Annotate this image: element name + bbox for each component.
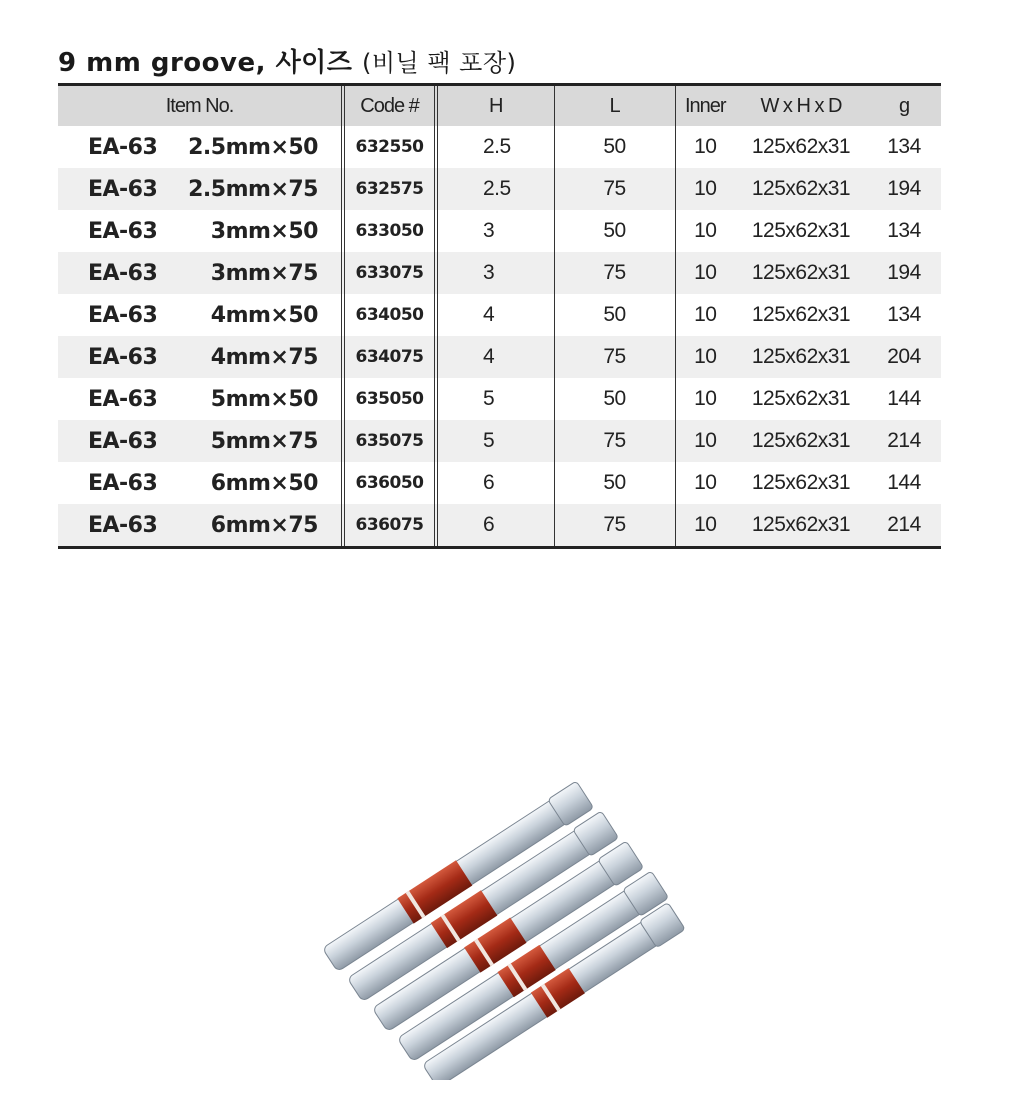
table-row <box>58 378 941 420</box>
g-cell: 204 <box>867 336 941 378</box>
item-model: EA-63 <box>88 512 158 538</box>
item-cell <box>58 294 343 336</box>
title-main: 9 mm groove, <box>58 48 266 78</box>
item-size: 4mm×50 <box>210 302 318 328</box>
inner-cell: 10 <box>675 168 735 210</box>
col-header-g: g <box>867 86 941 126</box>
item-cell <box>58 504 343 546</box>
item-size: 4mm×75 <box>210 344 318 370</box>
item-cell <box>58 420 343 462</box>
code-cell: 636075 <box>343 504 436 546</box>
inner-cell: 10 <box>675 378 735 420</box>
item-model: EA-63 <box>88 302 158 328</box>
whd-cell: 125x62x31 <box>751 219 851 242</box>
title-sub: (비닐 팩 포장) <box>361 49 517 77</box>
l-cell: 50 <box>554 294 675 336</box>
item-cell <box>58 378 343 420</box>
h-cell: 3 <box>436 252 554 294</box>
l-cell: 75 <box>554 504 675 546</box>
product-photo <box>300 700 720 1080</box>
g-cell: 214 <box>867 504 941 546</box>
inner-cell: 10 <box>675 252 735 294</box>
item-model: EA-63 <box>88 428 158 454</box>
item-cell <box>58 462 343 504</box>
g-cell: 194 <box>867 252 941 294</box>
h-cell: 3 <box>436 210 554 252</box>
l-cell: 75 <box>554 252 675 294</box>
inner-cell: 10 <box>675 210 735 252</box>
whd-cell: 125x62x31 <box>751 387 851 410</box>
h-cell: 6 <box>436 504 554 546</box>
whd-cell: 125x62x31 <box>735 252 867 294</box>
code-cell: 632550 <box>343 126 436 168</box>
inner-cell: 10 <box>675 126 735 168</box>
whd-cell: 125x62x31 <box>735 504 867 546</box>
title-korean: 사이즈 <box>275 48 353 78</box>
h-cell: 6 <box>436 462 554 504</box>
item-model: EA-63 <box>88 176 158 202</box>
code-cell: 635050 <box>343 378 436 420</box>
item-cell <box>58 336 343 378</box>
item-cell <box>58 210 343 252</box>
spec-table-wrap <box>58 83 941 549</box>
item-size: 2.5mm×50 <box>188 134 318 160</box>
h-cell: 4 <box>436 294 554 336</box>
h-cell: 2.5 <box>436 126 554 168</box>
g-cell: 134 <box>887 135 921 158</box>
item-size: 3mm×75 <box>210 260 318 286</box>
table-row <box>58 504 941 546</box>
col-header-inner: Inner <box>675 86 735 126</box>
h-cell: 4 <box>436 336 554 378</box>
whd-cell: 125x62x31 <box>751 303 851 326</box>
item-size: 3mm×50 <box>210 218 318 244</box>
h-cell: 2.5 <box>436 168 554 210</box>
inner-cell: 10 <box>675 504 735 546</box>
table-row <box>58 294 941 336</box>
item-model: EA-63 <box>88 344 158 370</box>
code-cell: 632575 <box>343 168 436 210</box>
col-header-code: Code # <box>343 86 436 126</box>
inner-cell: 10 <box>675 420 735 462</box>
item-cell <box>58 168 343 210</box>
item-cell <box>58 252 343 294</box>
g-cell: 134 <box>887 219 921 242</box>
h-cell: 5 <box>436 378 554 420</box>
col-header-item: Item No. <box>58 86 343 126</box>
l-cell: 50 <box>554 462 675 504</box>
item-size: 5mm×50 <box>210 386 318 412</box>
code-cell: 636050 <box>343 462 436 504</box>
spec-table <box>58 86 943 546</box>
table-row <box>58 168 941 210</box>
item-size: 2.5mm×75 <box>188 176 318 202</box>
whd-cell: 125x62x31 <box>735 420 867 462</box>
whd-cell: 125x62x31 <box>735 168 867 210</box>
code-cell: 633075 <box>343 252 436 294</box>
table-row <box>58 420 941 462</box>
table-row <box>58 210 941 252</box>
l-cell: 50 <box>554 378 675 420</box>
col-header-l: L <box>554 86 675 126</box>
item-model: EA-63 <box>88 386 158 412</box>
table-row <box>58 462 941 504</box>
item-model: EA-63 <box>88 134 158 160</box>
whd-cell: 125x62x31 <box>751 471 851 494</box>
g-cell: 144 <box>887 471 921 494</box>
table-row <box>58 126 941 168</box>
table-row <box>58 252 941 294</box>
code-cell: 635075 <box>343 420 436 462</box>
inner-cell: 10 <box>675 336 735 378</box>
item-model: EA-63 <box>88 260 158 286</box>
l-cell: 75 <box>554 420 675 462</box>
code-cell: 634075 <box>343 336 436 378</box>
g-cell: 144 <box>887 387 921 410</box>
item-size: 6mm×75 <box>210 512 318 538</box>
whd-cell: 125x62x31 <box>751 135 851 158</box>
g-cell: 194 <box>867 168 941 210</box>
table-row <box>58 336 941 378</box>
whd-cell: 125x62x31 <box>735 336 867 378</box>
code-cell: 634050 <box>343 294 436 336</box>
l-cell: 50 <box>554 210 675 252</box>
l-cell: 75 <box>554 336 675 378</box>
item-size: 5mm×75 <box>210 428 318 454</box>
col-header-whd: W x H x D <box>735 86 867 126</box>
page-title <box>58 42 516 79</box>
inner-cell: 10 <box>675 462 735 504</box>
l-cell: 50 <box>554 126 675 168</box>
code-cell: 633050 <box>343 210 436 252</box>
h-cell: 5 <box>436 420 554 462</box>
header-row <box>58 86 941 126</box>
inner-cell: 10 <box>675 294 735 336</box>
g-cell: 134 <box>887 303 921 326</box>
l-cell: 75 <box>554 168 675 210</box>
g-cell: 214 <box>867 420 941 462</box>
item-model: EA-63 <box>88 218 158 244</box>
col-header-h: H <box>436 86 554 126</box>
item-model: EA-63 <box>88 470 158 496</box>
item-size: 6mm×50 <box>210 470 318 496</box>
item-cell <box>58 126 343 168</box>
